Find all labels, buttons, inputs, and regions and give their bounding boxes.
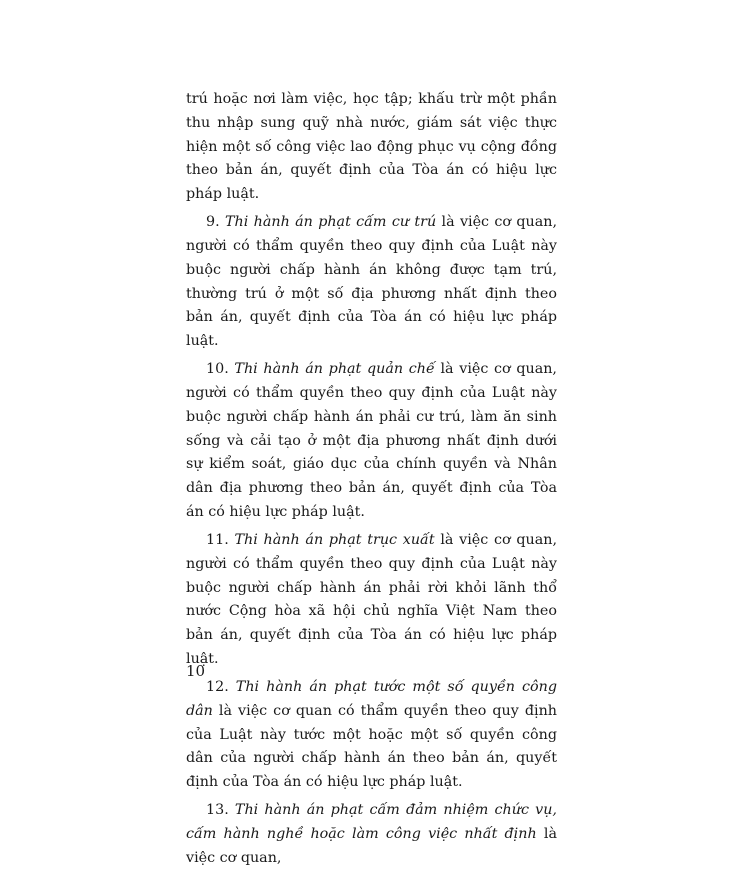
defined-term: Thi hành án phạt trục xuất bbox=[234, 532, 435, 548]
body-text bbox=[186, 88, 557, 875]
paragraph-number: 9. bbox=[206, 214, 225, 231]
paragraph-number: 12. bbox=[206, 679, 236, 695]
defined-term: Thi hành án phạt cấm cư trú bbox=[224, 214, 437, 231]
paragraph-item-12 bbox=[186, 676, 557, 795]
paragraph-number: 13. bbox=[206, 802, 235, 819]
paragraph-item-9 bbox=[186, 211, 557, 354]
defined-term: Thi hành án phạt tước một số quyền công dân bbox=[186, 679, 557, 719]
paragraph-continuation bbox=[186, 88, 557, 207]
paragraph-item-13 bbox=[186, 799, 557, 870]
paragraph-text: là việc cơ quan, người có thẩm quyền theo quy định của Luật này buộc người chấp hành án phải cư trú, làm ăn sinh sống và cải tạo ở một địa phương nhất định dưới sự kiểm soát, giáo dục của chính quyền và Nhân dân địa phương theo bản án, quyết định của Tòa án có hiệu lực pháp luật. bbox=[186, 361, 557, 520]
page-number: 10 bbox=[186, 662, 206, 680]
paragraph-text: là việc cơ quan có thẩm quyền theo quy định của Luật này tước một hoặc một số quyền công dân của người chấp hành án theo bản án, quyết định của Tòa án có hiệu lực pháp luật. bbox=[186, 702, 557, 790]
paragraph-text: trú hoặc nơi làm việc, học tập; khấu trừ một phần thu nhập sung quỹ nhà nước, giám sát việc thực hiện một số công việc lao động phục vụ cộng đồng theo bản án, quyết định của Tòa án có hiệu lực pháp luật. bbox=[186, 91, 557, 202]
defined-term: Thi hành án phạt quản chế bbox=[234, 361, 435, 378]
paragraph-text: là việc cơ quan, người có thẩm quyền theo quy định của Luật này buộc người chấp hành án không được tạm trú, thường trú ở một số địa phương nhất định theo bản án, quyết định của Tòa án có hiệu lực pháp luật. bbox=[186, 214, 557, 349]
paragraph-text: là việc cơ quan, bbox=[186, 826, 557, 866]
paragraph-item-11 bbox=[186, 529, 557, 672]
defined-term: Thi hành án phạt cấm đảm nhiệm chức vụ, cấm hành nghề hoặc làm công việc nhất định bbox=[186, 802, 557, 842]
paragraph-number: 11. bbox=[206, 532, 235, 548]
paragraph-number: 10. bbox=[206, 361, 235, 378]
paragraph-item-10 bbox=[186, 358, 557, 524]
paragraph-text: là việc cơ quan, người có thẩm quyền theo quy định của Luật này buộc người chấp hành án phải rời khỏi lãnh thổ nước Cộng hòa xã hội chủ nghĩa Việt Nam theo bản án, quyết định của Tòa án có hiệu lực pháp luật. bbox=[186, 532, 557, 667]
